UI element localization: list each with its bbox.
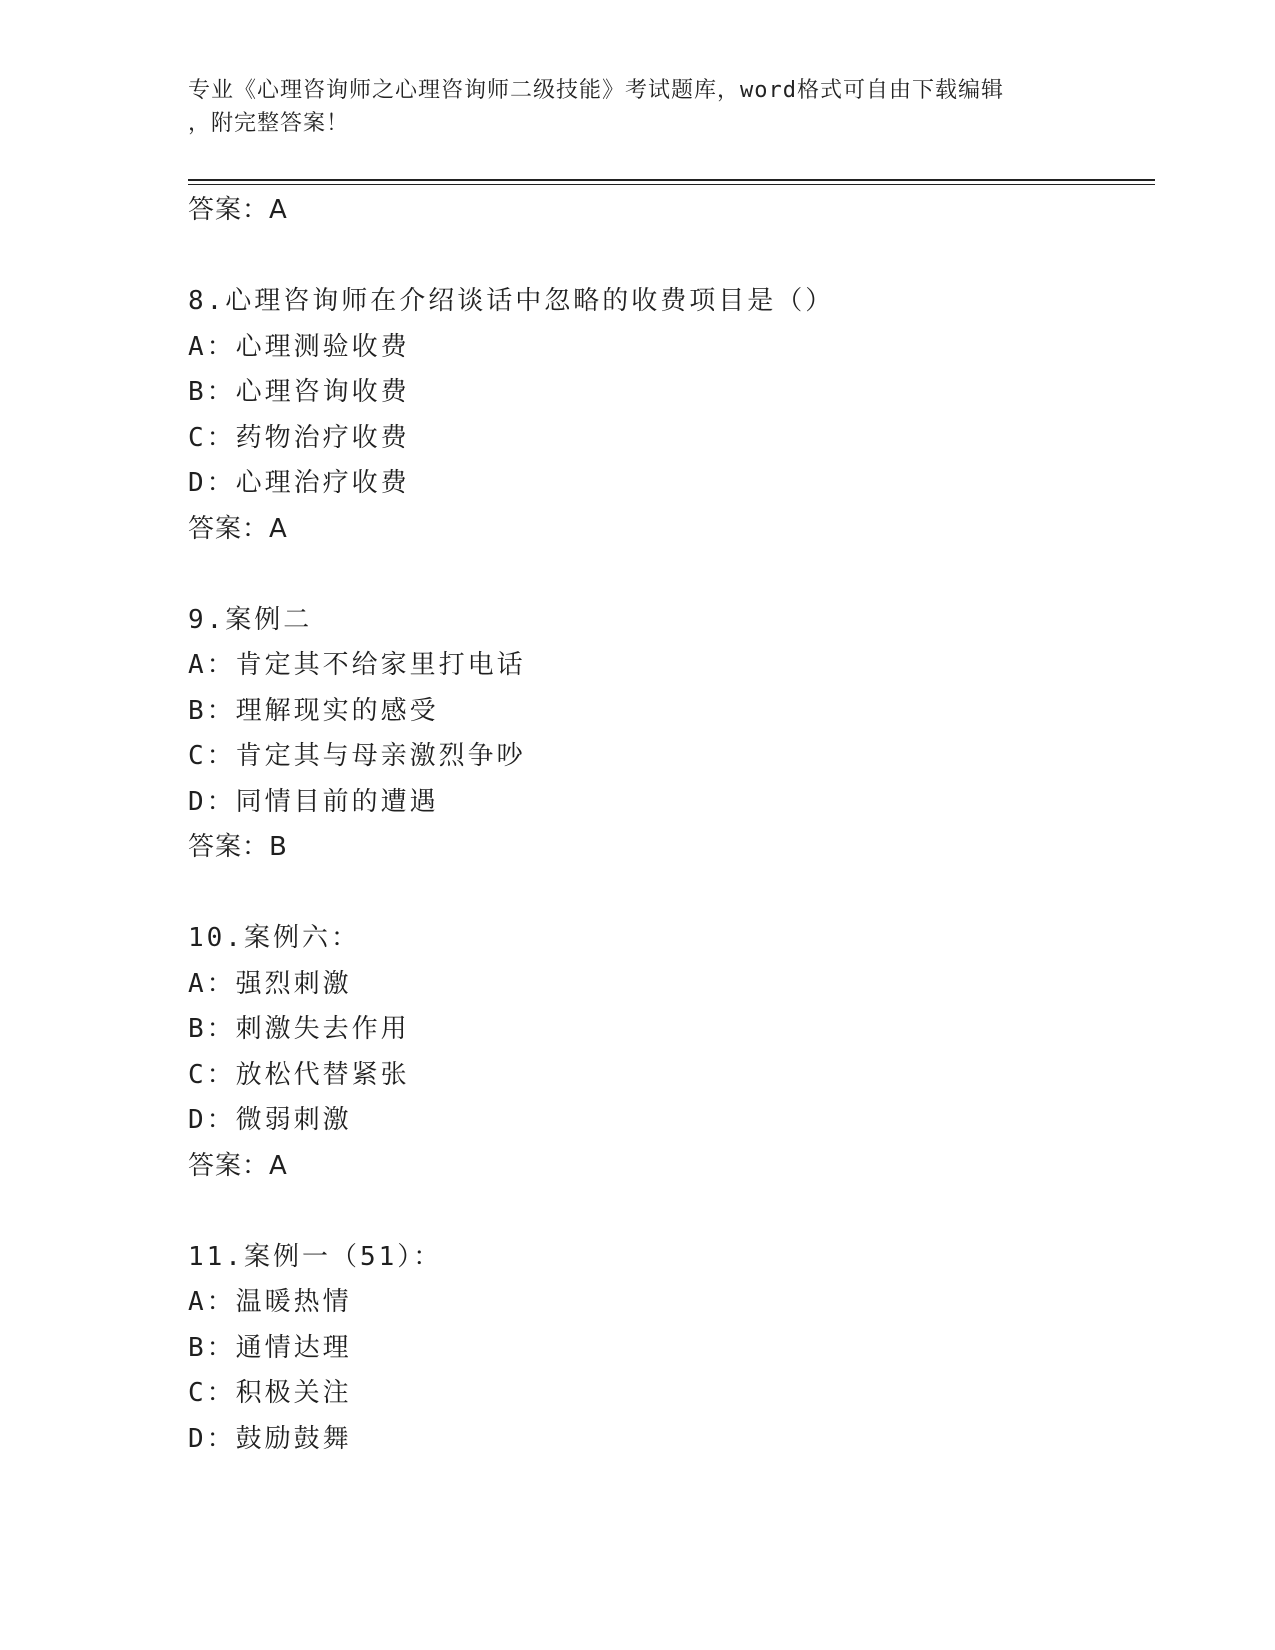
spacer <box>188 552 1148 598</box>
option-d: D：同情目前的遭遇 <box>188 786 439 817</box>
question-11 <box>188 1235 1148 1463</box>
answer-line: 答案：A <box>188 513 288 544</box>
document-header <box>188 74 1068 140</box>
option-b: B：通情达理 <box>188 1332 352 1363</box>
option-c: C：肯定其与母亲激烈争吵 <box>188 741 526 771</box>
option-c: C：积极关注 <box>188 1378 352 1408</box>
spacer <box>188 871 1148 917</box>
option-d: D：心理治疗收费 <box>188 468 410 498</box>
question-10 <box>188 916 1148 1189</box>
option-d: D：微弱刺激 <box>188 1105 352 1135</box>
question-title: 8.心理咨询师在介绍谈话中忽略的收费项目是（） <box>188 286 835 316</box>
header-divider <box>188 179 1155 185</box>
option-b: B：理解现实的感受 <box>188 695 439 726</box>
option-a: A：心理测验收费 <box>188 331 410 362</box>
option-a: A：肯定其不给家里打电话 <box>188 650 526 680</box>
option-c: C：放松代替紧张 <box>188 1059 410 1090</box>
spacer <box>188 1189 1148 1235</box>
option-a: A：强烈刺激 <box>188 968 352 999</box>
answer-line: 答案：B <box>188 832 288 862</box>
question-title: 9.案例二 <box>188 604 313 635</box>
option-a: A：温暖热情 <box>188 1287 352 1317</box>
header-line-1: 专业《心理咨询师之心理咨询师二级技能》考试题库，word格式可自由下载编辑 <box>188 78 1004 103</box>
option-b: B：刺激失去作用 <box>188 1014 410 1044</box>
answer-line: 答案：A <box>188 195 288 225</box>
header-line-2: ，附完整答案！ <box>188 111 350 136</box>
question-8 <box>188 279 1148 552</box>
spacer <box>188 234 1148 280</box>
answer-line: 答案：A <box>188 1150 288 1181</box>
option-d: D：鼓励鼓舞 <box>188 1423 352 1454</box>
question-title: 10.案例六： <box>188 923 360 953</box>
question-list <box>188 188 1148 1462</box>
option-b: B：心理咨询收费 <box>188 377 410 407</box>
question-title: 11.案例一（51）： <box>188 1241 443 1272</box>
question-9 <box>188 598 1148 871</box>
option-c: C：药物治疗收费 <box>188 422 410 453</box>
